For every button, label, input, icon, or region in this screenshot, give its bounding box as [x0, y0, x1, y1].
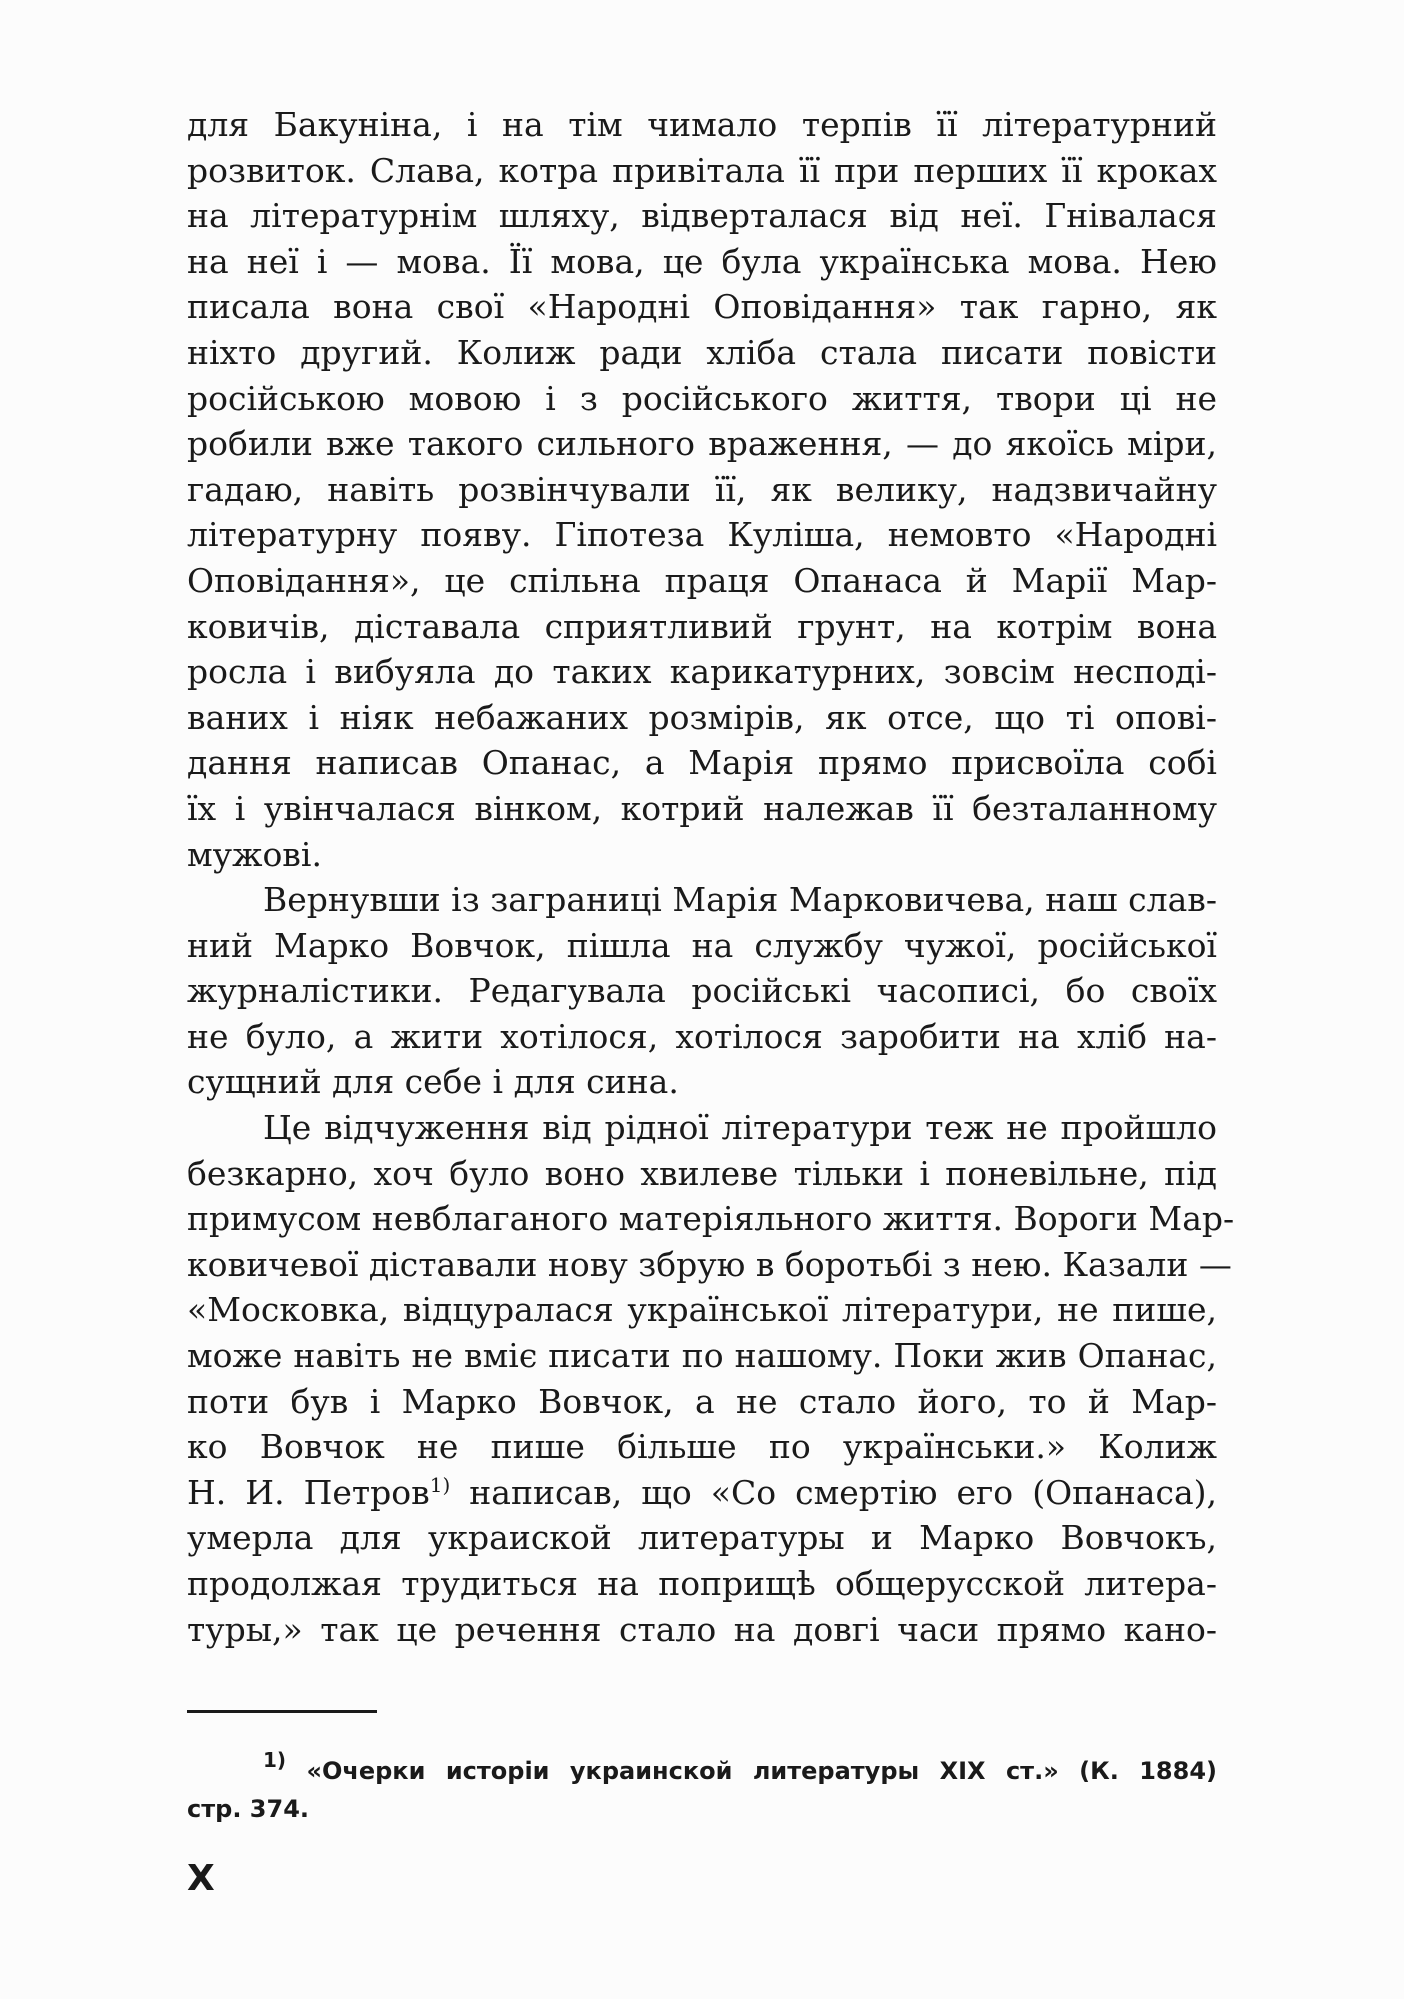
- text-line: сущний для себе і для сина.: [187, 1062, 679, 1102]
- text-line: продолжая трудиться на поприщѣ общерусской литера-: [187, 1564, 1217, 1603]
- text-line: літературну появу. Гіпотеза Куліша, немовто «Народні: [187, 515, 1217, 555]
- text-line: безкарно, хоч було воно хвилеве тільки і поневільне, під: [187, 1153, 1217, 1193]
- text-line: примусом невблаганого матеріяльного життя. Вороги Мар-: [187, 1199, 1235, 1239]
- text-line: ніхто другий. Колиж ради хліба стала писати повісти: [187, 332, 1217, 372]
- footnote-line: [187, 1748, 1217, 1790]
- text-line: не було, а жити хотілося, хотілося заробити на хліб на-: [187, 1016, 1217, 1056]
- text-line: росла і вибуяла до таких карикатурних, зовсім несподі-: [187, 652, 1217, 692]
- text-line: «Московка, відцуралася української літератури, не пише,: [187, 1290, 1217, 1330]
- text-line: поти був і Марко Вовчок, а не стало його, то й Мар-: [187, 1381, 1217, 1421]
- text-line-with-footnote-ref: [187, 1470, 1217, 1516]
- paragraph-2: [187, 877, 1217, 1105]
- text-line: ний Марко Вовчок, пішла на службу чужої, російської: [187, 925, 1217, 965]
- main-text: [187, 102, 1235, 1652]
- text-line: російською мовою і з російського життя, твори ці не: [187, 378, 1217, 418]
- paragraph-1: [187, 102, 1217, 877]
- text-line: Це відчуження від рідної літератури теж не пройшло: [263, 1108, 1217, 1148]
- text-line: дання написав Опанас, а Марія прямо присвоїла собі: [187, 743, 1217, 783]
- text-line: писала вона свої «Народні Оповідання» так гарно, як: [187, 287, 1217, 327]
- page-number: X: [187, 1858, 215, 1899]
- text-line: розвиток. Слава, котра привітала її при перших її кроках: [187, 150, 1217, 190]
- footnote: [187, 1748, 1217, 1828]
- ref-line-end: написав, що «Со смертію его (Опанаса),: [450, 1472, 1217, 1512]
- text-line: ковичів, діставала сприятливий грунт, на котрім вона: [187, 606, 1217, 646]
- text-line: ваних і ніяк небажаних розмірів, як отсе, що ті опові-: [187, 697, 1217, 737]
- footnote-line: стр. 374.: [187, 1795, 310, 1823]
- text-line: для Бакуніна, і на тім чимало терпів її літературний: [187, 105, 1217, 144]
- paragraph-3: [187, 1105, 1235, 1652]
- ref-line-start: Н. И. Петров: [187, 1472, 430, 1512]
- footnote-ref-mark[interactable]: 1): [429, 1472, 451, 1497]
- text-line: гадаю, навіть розвінчували її, як велику, надзвичайну: [187, 469, 1217, 509]
- text-line: умерла для украиской литературы и Марко Вовчокъ,: [187, 1518, 1217, 1558]
- text-line: може навіть не вміє писати по нашому. Поки жив Опанас,: [187, 1336, 1217, 1376]
- text-line: Оповідання», це спільна праця Опанаса й Марії Мар-: [187, 560, 1217, 600]
- text-line: ковичевої діставали нову збрую в боротьбі з нею. Казали —: [187, 1244, 1232, 1284]
- footnote-text: «Очерки исторіи украинской литературы XIX ст.» (К. 1884): [286, 1757, 1217, 1785]
- text-line: журналістики. Редагувала російські часописі, бо своїх: [187, 971, 1217, 1011]
- text-line: на літературнім шляху, відверталася від неї. Гнівалася: [187, 196, 1217, 236]
- text-line: ко Вовчок не пише більше по українськи.» Колиж: [187, 1427, 1217, 1467]
- text-line: робили вже такого сильного враження, — до якоїсь міри,: [187, 424, 1217, 464]
- footnote-mark: 1): [263, 1748, 287, 1772]
- text-line: мужові.: [187, 834, 322, 874]
- text-line: туры,» так це речення стало на довгі часи прямо кано-: [187, 1609, 1217, 1649]
- text-line: Вернувши із заграниці Марія Марковичева, наш слав-: [263, 880, 1217, 920]
- text-line: на неї і — мова. Її мова, це була українська мова. Нею: [187, 241, 1217, 281]
- text-line: їх і увінчалася вінком, котрий належав її безталанному: [187, 788, 1217, 828]
- footnote-divider: [187, 1710, 377, 1713]
